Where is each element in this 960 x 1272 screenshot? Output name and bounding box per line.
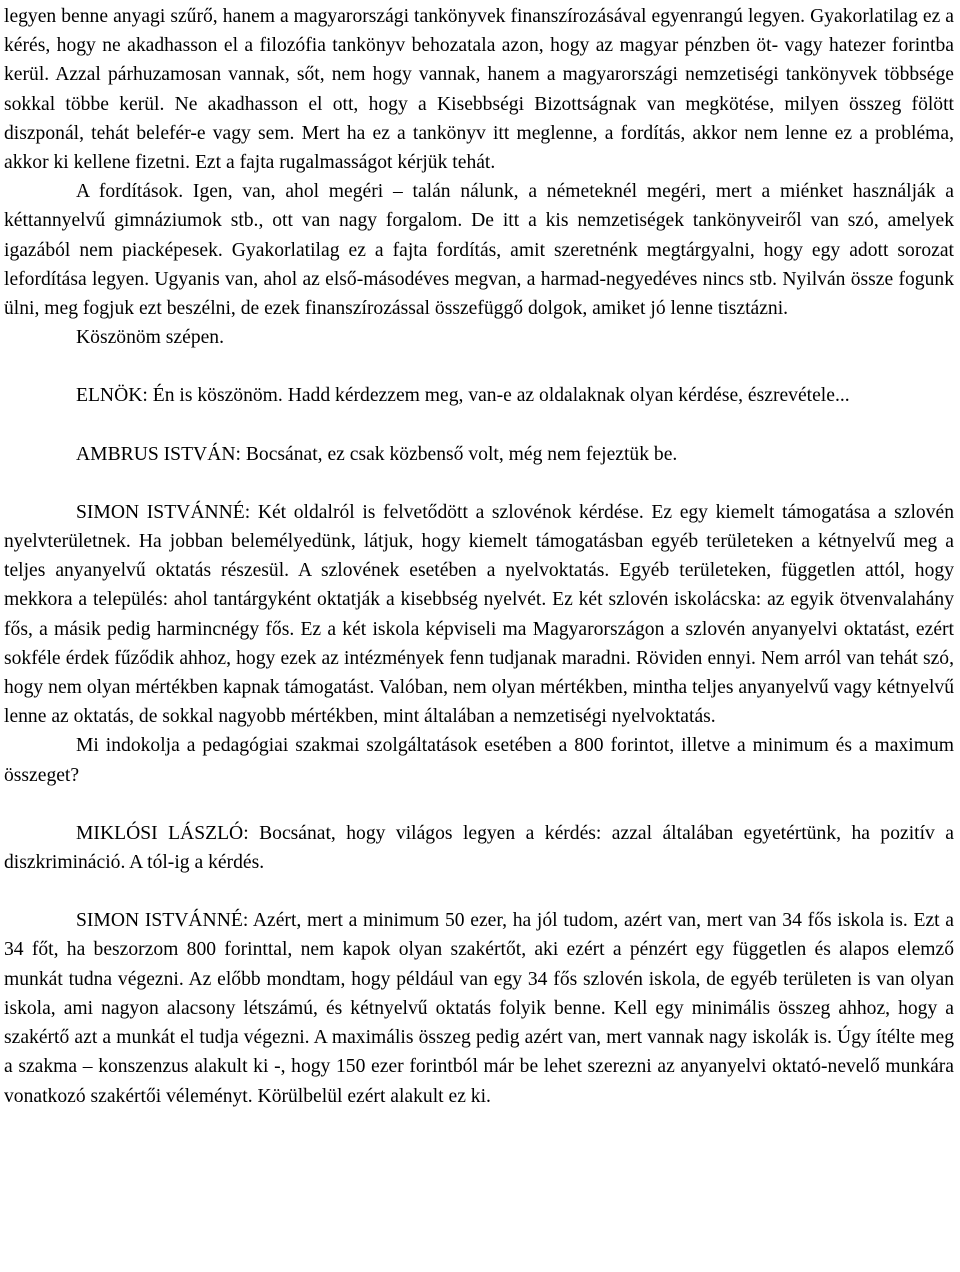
paragraph-question-800-forint: Mi indokolja a pedagógiai szakmai szolgáltatások esetében a 800 forintot, illetve a minimum és a maximum összeget? <box>4 735 954 786</box>
paragraph-chair-elnok: ELNÖK: Én is köszönöm. Hadd kérdezzem meg, van-e az oldalaknak olyan kérdése, észrevétele... <box>76 385 850 407</box>
paragraph-textbook-financing: legyen benne anyagi szűrő, hanem a magyarországi tankönyvek finanszírozásával egyenrangú legyen. Gyakorlatilag ez a kérés, hogy ne akadhasson el a filozófia tankönyv behozatala azon, hogy az magyar pénzben öt- vagy hatezer forintba kerül. Azzal párhuzamosan vannak, sőt, nem hogy vannak, hanem a magyarországi nemzetiségi tankönyvek többsége sokkal többe kerül. Ne akadhasson el ott, hogy a Kisebbségi Bizottságnak van megkötése, milyen összeg fölött diszponál, tehát belefér-e vagy sem. Mert ha ez a tankönyv itt meglenne, a fordítás, akkor nem lenne ez a probléma, akkor ki kellene fizetni. Ezt a fajta rugalmasságot kérjük tehát. <box>4 6 954 174</box>
paragraph-thanks: Köszönöm szépen. <box>76 327 225 349</box>
paragraph-simon-istvanne-slovenes: SIMON ISTVÁNNÉ: Két oldalról is felvetődött a szlovénok kérdése. Ez egy kiemelt támogatása a szlovén nyelvterületnek. Ha jobban belemélyedünk, látjuk, hogy kiemelt támogatásban egyéb területeken a kétnyelvű meg a teljes anyanyelvű oktatás részesül. A szlovének esetében a nyelvoktatás. Egyéb területeken, független attól, hogy mekkora a település: ahol tantárgyként oktatják a kisebbség nyelvét. Ez két szlovén iskolácska: az egyik ötvenvalahány fős, a másik pedig harmincnégy fős. Ez a két iskola képviseli ma Magyarországon a szlovén anyanyelvi oktatást, ezért sokféle érdek fűződik ahhoz, hogy ezek az intézmények fenn tudjanak maradni. Röviden ennyi. Nem arról van tehát szó, hogy nem olyan mértékben kapnak támogatást. Valóban, nem olyan mértékben, mintha teljes anyanyelvű vagy kétnyelvű lenne az oktatás, de sokkal nagyobb mértékben, mint általában a nemzetiségi nyelvoktatás. <box>4 501 954 728</box>
paragraph-miklosi-laszlo: MIKLÓSI LÁSZLÓ: Bocsánat, hogy világos legyen a kérdés: azzal általában egyetértünk, ha pozitív a diszkrimináció. A tól-ig a kérdés. <box>4 822 954 874</box>
paragraph-simon-istvanne-minimum: SIMON ISTVÁNNÉ: Azért, mert a minimum 50 ezer, ha jól tudom, azért van, mert van 34 fős iskola is. Ezt a 34 főt, ha beszorzom 800 forinttal, nem kapok olyan szakértőt, aki ezért a pénzért egy független és alapos elemző munkát tudna végezni. Az előbb mondtam, hogy például van egy 34 fős szlovén iskola, de egyéb területen is van olyan iskola, ami nagyon alacsony létszámú, és kétnyelvű oktatás folyik benne. Kell egy minimális összeg ahhoz, hogy a szakértő azt a munkát el tudja végezni. A maximális összeg pedig azért van, mert vannak nagy iskolák is. Úgy ítélte meg a szakma – konszenzus alakult ki -, hogy 150 ezer forintból már be lehet szerezni az anyanyelvi oktató-nevelő munkára vonatkozó szakértői véleményt. Körülbelül ezért alakult ez ki. <box>4 910 954 1107</box>
paragraph-translations: A fordítások. Igen, van, ahol megéri – talán nálunk, a németeknél megéri, mert a miénket használják a kéttannyelvű gimnáziumok stb., ott van nagy forgalom. De itt a kis nemzetiségek tankönyveiről van szó, amelyek igazából nem piacképesek. Gyakorlatilag ez a fajta fordítás, amit szeretnénk megtárgyalni, hogy egy adott sorozat lefordítása legyen. Ugyanis van, ahol az első-másodéves megvan, a harmad-negyedéves nincs stb. Nyilván össze fogunk ülni, meg fogjuk ezt beszélni, de ezek finanszírozással összefüggő dolgok, amiket jó lenne tisztázni. <box>4 181 954 320</box>
paragraph-ambrus-istvan: AMBRUS ISTVÁN: Bocsánat, ez csak közbenső volt, még nem fejeztük be. <box>76 443 678 465</box>
